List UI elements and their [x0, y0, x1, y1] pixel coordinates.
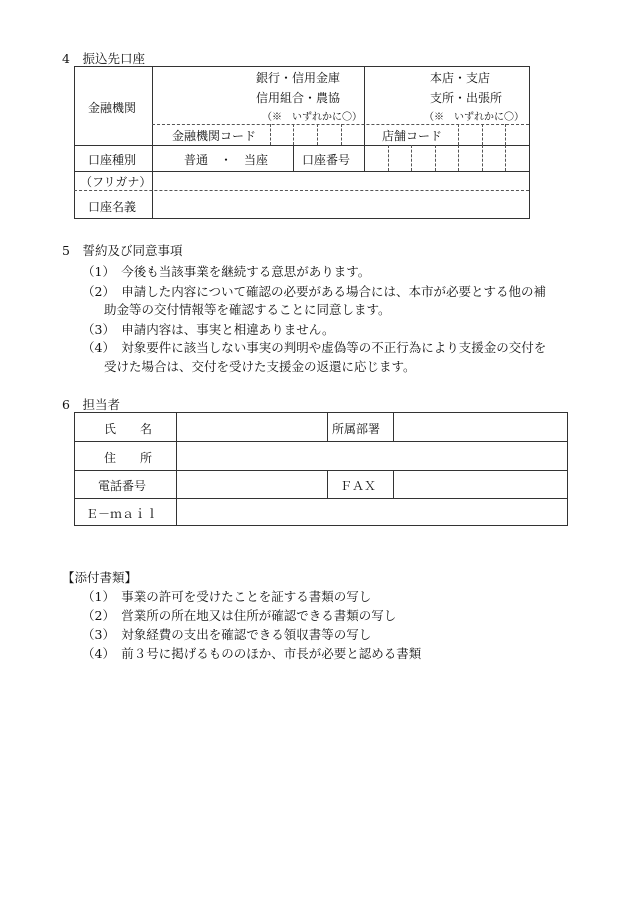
account-type-options[interactable]: 普通 ・ 当座	[184, 153, 269, 167]
account-name-label: 口座名義	[88, 200, 137, 214]
account-number-label: 口座番号	[302, 153, 351, 167]
furigana-label: （フリガナ）	[80, 175, 152, 189]
pledge-item-1: （1） 今後も当該事業を継続する意思があります。	[82, 264, 371, 279]
bank-types-1: 銀行・信用金庫	[256, 71, 341, 85]
attachment-item-4: （4） 前３号に掲げるもののほか、市長が必要と認める書類	[82, 646, 422, 661]
section-4-heading: 4 振込先口座	[62, 51, 145, 66]
bank-code-label: 金融機関コード	[172, 129, 257, 143]
branch-code-label: 店舗コード	[382, 129, 443, 143]
branch-note: （※ いずれかに〇）	[424, 112, 524, 123]
bank-note: （※ いずれかに〇）	[262, 112, 362, 123]
branch-types-2: 支所・出張所	[430, 91, 503, 105]
fax-label: ＦＡＸ	[340, 479, 377, 493]
pledge-item-4: （4） 対象要件に該当しない事実の判明や虚偽等の不正行為により支援金の交付を	[82, 340, 547, 355]
section-6-heading: 6 担当者	[62, 397, 120, 412]
bank-label: 金融機関	[88, 101, 137, 115]
attachment-item-2: （2） 営業所の所在地又は住所が確認できる書類の写し	[82, 608, 397, 623]
branch-types-1: 本店・支店	[430, 71, 491, 85]
dept-label: 所属部署	[332, 422, 381, 436]
pledge-item-4-cont: 受けた場合は、交付を受けた支援金の返還に応じます。	[104, 359, 416, 374]
name-label: 氏 名	[104, 422, 153, 436]
section-5-heading: 5 誓約及び同意事項	[62, 243, 183, 258]
address-label: 住 所	[104, 451, 153, 465]
account-type-label: 口座種別	[88, 153, 137, 167]
pledge-item-2-cont: 助金等の交付情報等を確認することに同意します。	[104, 302, 391, 317]
phone-label: 電話番号	[98, 479, 147, 493]
pledge-item-2: （2） 申請した内容について確認の必要がある場合には、本市が必要とする他の補	[82, 284, 546, 299]
email-label: Ｅ－ｍａｉｌ	[86, 507, 159, 521]
attachments-heading: 【添付書類】	[62, 570, 138, 585]
bank-types-2: 信用組合・農協	[256, 91, 341, 105]
attachment-item-1: （1） 事業の許可を受けたことを証する書類の写し	[82, 589, 372, 604]
attachment-item-3: （3） 対象経費の支出を確認できる領収書等の写し	[82, 627, 372, 642]
pledge-item-3: （3） 申請内容は、事実と相違ありません。	[82, 322, 335, 337]
